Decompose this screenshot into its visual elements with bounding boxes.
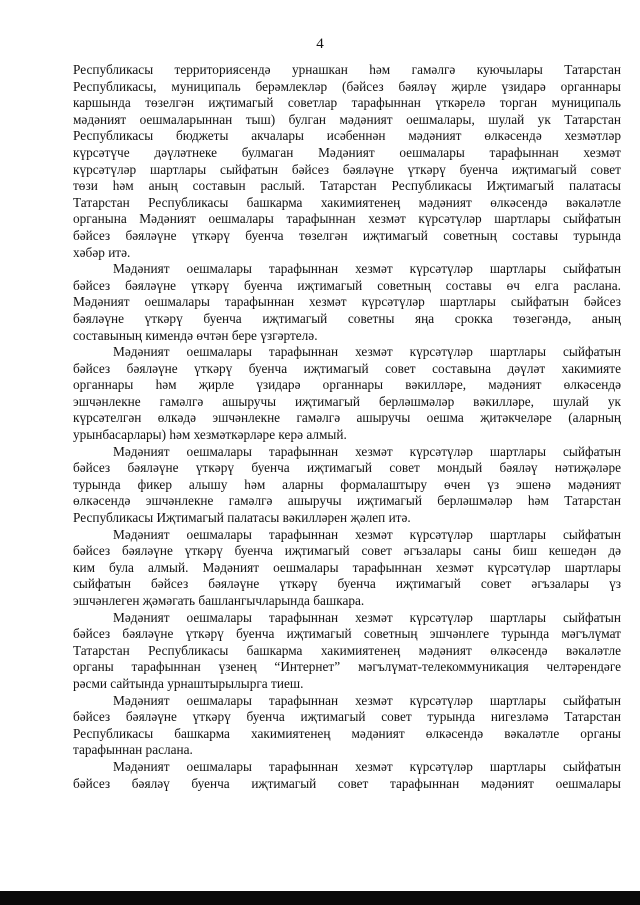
text-line: Мәдәният оешмалары тарафыннан хезмәт күрсәтүләр шартлары сыйфатын бәйсез bbox=[73, 294, 621, 310]
page-number: 4 bbox=[316, 36, 324, 52]
text-line: бәйсез бәяләүне үткәрү буенча иҗтимагый совет әгъзалары саны биш кешедән дә bbox=[73, 543, 621, 559]
text-line: күрсәтүләр шартлары сыйфатын бәйсез бәяләүне үткәрү буенча иҗтимагый совет bbox=[73, 161, 621, 177]
text-line: Республикасы башкарма хакимиятенең мәдәният өлкәсендә вәкаләтле органы bbox=[73, 725, 621, 741]
text-line: бәйсез бәяләү буенча иҗтимагый совет тарафыннан мәдәният оешмалары bbox=[73, 775, 621, 791]
paragraph bbox=[73, 62, 621, 261]
text-line: Республикасы, муниципаль берәмлекләр (бәйсез бәяләү җирле үзидарә органнары bbox=[73, 78, 621, 94]
text-line: хәбәр итә. bbox=[73, 244, 131, 260]
text-line: бәйсез бәяләүне үткәрү буенча иҗтимагый совет мондый бәяләү нәтиҗәләре bbox=[73, 460, 621, 476]
text-line: Татарстан Республикасы башкарма хакимиятенең мәдәният өлкәсендә вәкаләтле bbox=[73, 642, 621, 658]
paragraph bbox=[73, 344, 621, 444]
paragraph bbox=[73, 527, 621, 610]
text-line: өлкәсендә эшчәнлекне гамәлгә ашыручы иҗтимагый берләшмәләр һәм Татарстан bbox=[73, 493, 621, 509]
text-line: бәйсез бәяләүне үткәрү буенча иҗтимагый совет составына дәүләт хакимияте bbox=[73, 360, 621, 376]
text-line: сыйфатын бәйсез бәяләүне үткәрү буенча иҗтимагый совет әгъзалары үз bbox=[73, 576, 621, 592]
text-line: Мәдәният оешмалары тарафыннан хезмәт күрсәтүләр шартлары сыйфатын bbox=[113, 261, 621, 277]
text-line: Мәдәният оешмалары тарафыннан хезмәт күрсәтүләр шартлары сыйфатын bbox=[113, 443, 621, 459]
text-line: бәяләүне үткәрү буенча иҗтимагый советны яңа срокка төзегәндә, аның bbox=[73, 310, 621, 326]
text-line: урынбасарлары) һәм хезмәткәрләре керә алмый. bbox=[73, 427, 347, 443]
text-line: күрсәтелгән өлкәдә эшчәнлекне гамәлгә ашыручы оешма җитәкчеләре (аларның bbox=[73, 410, 621, 426]
paragraph bbox=[73, 693, 621, 759]
text-line: төзи һәм аның составын раслый. Татарстан Республикасы Иҗтимагый палатасы bbox=[73, 178, 621, 194]
text-line: тарафыннан раслана. bbox=[73, 742, 193, 758]
text-line: күрсәтүче дәүләтнеке булмаган Мәдәният оешмалары тарафыннан хезмәт bbox=[73, 144, 621, 160]
text-line: Татарстан Республикасы башкарма хакимиятенең мәдәният өлкәсендә вәкаләтле bbox=[73, 194, 621, 210]
text-line: Республикасы Иҗтимагый палатасы вәкилләрен җәлеп итә. bbox=[73, 510, 411, 526]
paragraph bbox=[73, 444, 621, 527]
text-line: каршында төзелгән иҗтимагый советлар тарафыннан үткәрелә торган муниципаль bbox=[73, 95, 621, 111]
text-line: органнары һәм җирле үзидарә органнары вәкилләре, мәдәният өлкәсендә bbox=[73, 377, 621, 393]
text-line: органы тарафыннан үзенең “Интернет” мәгълүмат-телекоммуникация челтәрендәге bbox=[73, 659, 621, 675]
text-line: мәдәният оешмаларыннан тыш) булган мәдәният оешмалары, шулай ук Татарстан bbox=[73, 111, 621, 127]
text-line: Мәдәният оешмалары тарафыннан хезмәт күрсәтүләр шартлары сыйфатын bbox=[113, 344, 621, 360]
text-line: Мәдәният оешмалары тарафыннан хезмәт күрсәтүләр шартлары сыйфатын bbox=[113, 609, 621, 625]
text-line: Республикасы бюджеты акчалары исәбеннән мәдәният өлкәсендә хезмәтләр bbox=[73, 128, 621, 144]
text-line: турында фикер алышу һәм аларны формалаштыру өчен үз эшенә мәдәният bbox=[73, 476, 621, 492]
text-line: эшчәнлеген җәмәгать башлангычларында башкара. bbox=[73, 593, 365, 608]
text-line: Мәдәният оешмалары тарафыннан хезмәт күрсәтүләр шартлары сыйфатын bbox=[113, 758, 621, 774]
text-line: бәйсез бәяләүне үткәрү буенча иҗтимагый советның эшчәнлеге турында мәгълүмат bbox=[73, 626, 621, 642]
text-line: бәйсез бәяләүне үткәрү буенча төзелгән иҗтимагый советның составы турында bbox=[73, 227, 621, 243]
scan-edge-bar bbox=[0, 891, 640, 905]
text-line: бәйсез бәяләүне үткәрү буенча иҗтимагый советның составы өч елга раслана. bbox=[73, 277, 621, 293]
text-line: Мәдәният оешмалары тарафыннан хезмәт күрсәтүләр шартлары сыйфатын bbox=[113, 692, 621, 708]
text-line: составының кимендә өчтән бере үзгәртелә. bbox=[73, 327, 318, 343]
text-line: эшчәнлекне гамәлгә ашыручы иҗтимагый берләшмәләр вәкилләре, шулай ук bbox=[73, 393, 621, 409]
text-line: ким була алмый. Мәдәният оешмалары тарафыннан хезмәт күрсәтүләр шартлары bbox=[73, 559, 621, 575]
document-body bbox=[73, 62, 621, 792]
paragraph bbox=[73, 261, 621, 344]
text-line: органына Мәдәният оешмалары тарафыннан хезмәт күрсәтүләр шартлары сыйфатын bbox=[73, 211, 621, 227]
text-line: Мәдәният оешмалары тарафыннан хезмәт күрсәтүләр шартлары сыйфатын bbox=[113, 526, 621, 542]
paragraph bbox=[73, 610, 621, 693]
text-line: Республикасы территориясендә урнашкан һәм гамәлгә куючылары Татарстан bbox=[73, 62, 621, 77]
text-line: рәсми сайтында урнаштырылырга тиеш. bbox=[73, 675, 304, 691]
paragraph bbox=[73, 759, 621, 792]
text-line: бәйсез бәяләүне үткәрү буенча иҗтимагый совет турында нигезләмә Татарстан bbox=[73, 709, 621, 725]
